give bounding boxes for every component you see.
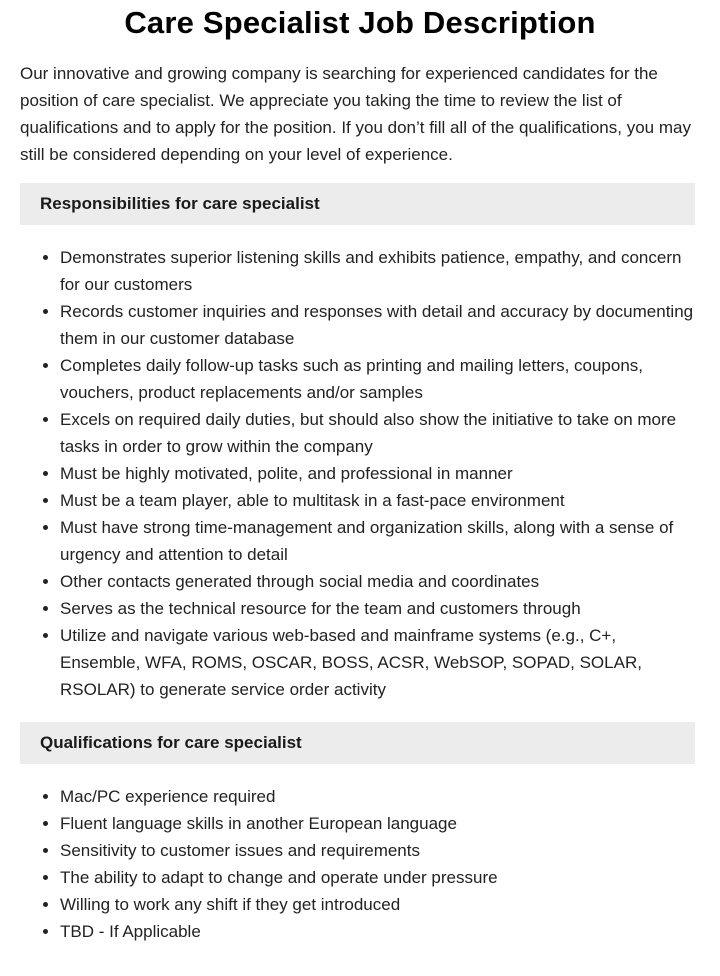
list-item: • Willing to work any shift if they get introduced <box>60 891 700 918</box>
list-item: • Demonstrates superior listening skills and exhibits patience, empathy, and concern for our customers <box>60 244 700 298</box>
list-item: • Fluent language skills in another European language <box>60 810 700 837</box>
intro-paragraph: Our innovative and growing company is searching for experienced candidates for the position of care specialist. We appreciate you taking the time to review the list of qualifications and to apply for the position. If you don’t fill all of the qualifications, you may still be considered depending on your level of experience. <box>20 64 691 164</box>
list-item: • The ability to adapt to change and operate under pressure <box>60 864 700 891</box>
page-title: Care Specialist Job Description <box>124 5 596 40</box>
list-item: • Serves as the technical resource for the team and customers through <box>60 595 700 622</box>
list-item: • Utilize and navigate various web-based and mainframe systems (e.g., C+, Ensemble, WFA, ROMS, OSCAR, BOSS, ACSR, WebSOP, SOPAD, SOLAR, RSOLAR) to generate service order activity <box>60 622 700 703</box>
list-item: • Mac/PC experience required <box>60 783 700 810</box>
list-item: • TBD - If Applicable <box>60 918 700 945</box>
list-item: • Must have strong time-management and organization skills, along with a sense of urgency and attention to detail <box>60 514 700 568</box>
qualifications-heading: Qualifications for care specialist <box>20 722 695 764</box>
qualifications-list <box>20 783 700 945</box>
list-item: • Sensitivity to customer issues and requirements <box>60 837 700 864</box>
list-item: • Records customer inquiries and responses with detail and accuracy by documenting them in our customer database <box>60 298 700 352</box>
list-item: • Excels on required daily duties, but should also show the initiative to take on more tasks in order to grow within the company <box>60 406 700 460</box>
list-item: • Completes daily follow-up tasks such as printing and mailing letters, coupons, vouchers, product replacements and/or samples <box>60 352 700 406</box>
list-item: • Must be a team player, able to multitask in a fast-pace environment <box>60 487 700 514</box>
list-item: • Other contacts generated through social media and coordinates <box>60 568 700 595</box>
responsibilities-list <box>20 244 700 703</box>
list-item: • Must be highly motivated, polite, and professional in manner <box>60 460 700 487</box>
responsibilities-heading: Responsibilities for care specialist <box>20 183 695 225</box>
